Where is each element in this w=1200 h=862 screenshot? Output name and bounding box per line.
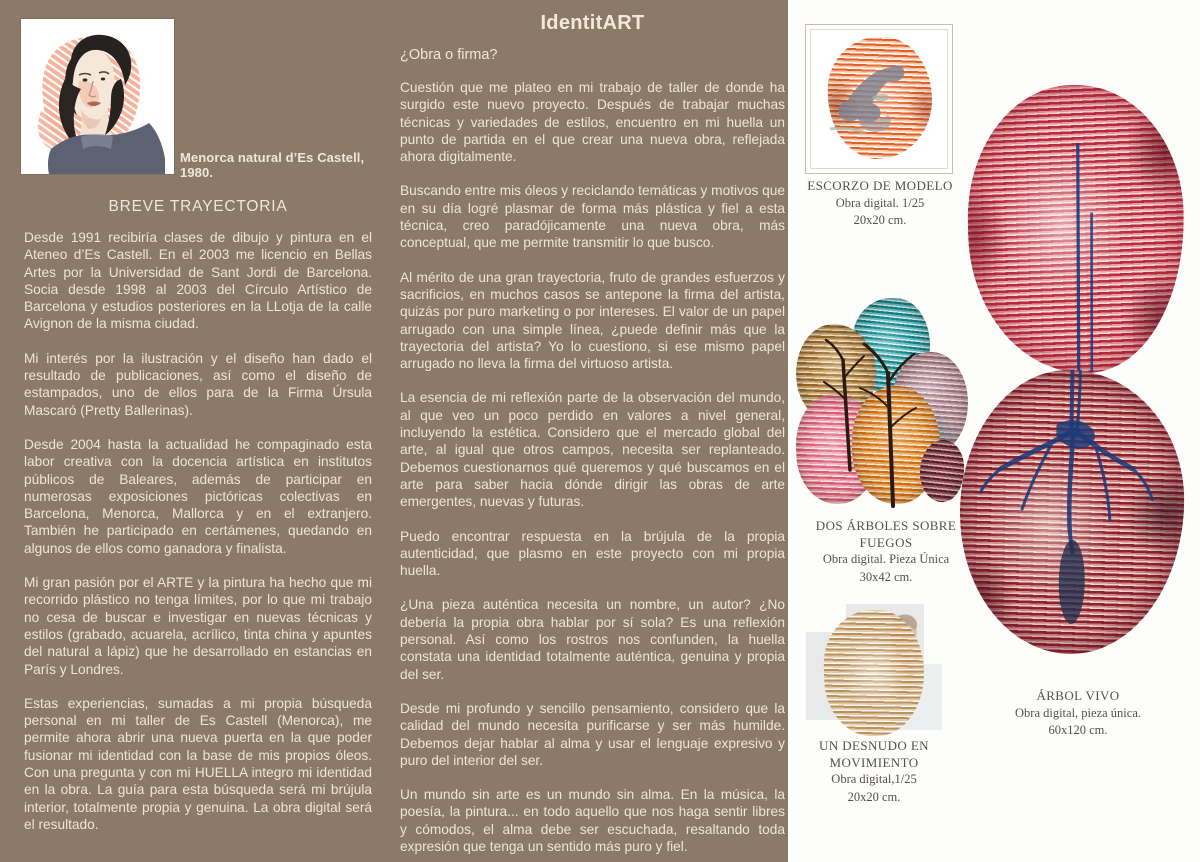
artwork-edition: Obra digital,1/25 <box>831 772 917 786</box>
artwork-size: 60x120 cm. <box>1048 723 1108 737</box>
statement-paragraph: Al mérito de una gran trayectoria, fruto de grandes esfuerzos y sacrificios, en muchos casos se antepone la firma del artista, quizás por puro marketing o por intereses. El valor de un papel arrugado con una simple línea, ¿puede definir más que la trayectoria del artista? Yo lo cuestiono, si ese mismo papel arrugado no lleva la firma del virtuoso artista. <box>400 269 785 372</box>
fingerprint-red-roots <box>958 368 1187 656</box>
tree-trunk-lines <box>964 82 1187 376</box>
artwork-title: DOS ÁRBOLES SOBRE FUEGOS <box>815 518 957 550</box>
bio-paragraph: Desde 1991 recibiría clases de dibujo y pintura en el Ateneo d’Es Castell. En el 2003 me licencio en Bellas Artes por la Universidad de Sant Jordi de Barcelona. Socia desde 1998 al 2003 del Círculo Artístico de Barcelona y estudios posteriores en la LLotja de la calle Avignon de la misma ciudad. <box>24 230 372 332</box>
statement-subtitle: ¿Obra o firma? <box>400 47 498 63</box>
portrait-watercolor <box>21 19 174 174</box>
statement-paragraph: La esencia de mi reflexión parte de la observación del mundo, al que veo un poco perdido en valores a nivel general, incluyendo la estética. Considero que el mercado global del arte, al igual que otros campos, necesita ser replanteado. Debemos cuestionarnos qué queremos y qué buscamos en el arte para saber hacia dónde dirigir las obras de arte emergentes, nuevas y futuras. <box>400 390 785 510</box>
artist-portrait <box>21 19 174 174</box>
artwork-un-desnudo-en-movimiento <box>806 604 942 742</box>
caption-un-desnudo <box>806 738 942 806</box>
statement-paragraph: Cuestión que me plateo en mi trabajo de taller de donde ha surgido este nuevo proyecto. Después de trabajar muchas técnicas y variedades de estilos, encuentro en mi huella un punto de partida en el que crear una nueva obra, reflejada ahora digitalmente. <box>400 80 785 165</box>
statement-paragraph: ¿Una pieza auténtica necesita un nombre, un autor? ¿No debería la propia obra hablar por sí sola? Es una reflexión personal. Así como los rostros nos confunden, la huella constata una identidad totalmente auténtica, genuina y propia del ser. <box>400 597 785 682</box>
statement-paragraph: Puedo encontrar respuesta en la brújula de la propia autenticidad, que plasmo en este proyecto con mi propia huella. <box>400 528 785 579</box>
reclining-figure-sketch <box>828 37 932 159</box>
caption-dos-arboles <box>796 518 976 586</box>
page-title: IdentitART <box>540 12 645 34</box>
caption-arbol-vivo <box>968 688 1188 740</box>
artwork-size: 20x20 cm. <box>847 789 901 804</box>
fingerprint-orange <box>826 35 934 161</box>
bio-paragraph: Mi gran pasión por el ARTE y la pintura ha hecho que mi recorrido plástico no tenga límites, por lo que mi trabajo no cesa de buscar e investigar en nuevas técnicas y estilos (grabado, acuarela, acrílico, tinta china y apuntes del natural a lápiz) que he desarrollado en estancias en París y Londres. <box>24 575 372 677</box>
artwork-edition: Obra digital. Pieza Única <box>822 552 950 566</box>
bio-paragraph: Desde 2004 hasta la actualidad he compaginado esta labor creativa con la docencia artística en institutos públicos de Baleares, además de participar en numerosas exposiciones pictóricas colectivas en Barcelona, Menorca, Mallorca y en el extranjero. También he participado en certámenes, quedando en algunos de ellos como ganadora y finalista. <box>24 436 372 556</box>
artwork-dos-arboles-sobre-fuegos <box>796 298 968 516</box>
artwork-escorzo-de-modelo <box>805 24 953 174</box>
section-heading-trayectoria: BREVE TRAYECTORIA <box>108 198 288 215</box>
caption-escorzo-de-modelo <box>800 178 960 230</box>
statement-paragraph: Buscando entre mis óleos y reciclando temáticas y motivos que en su día logré plasmar de forma más plástica y fiel a esta técnica, creo paradójicamente una nueva obra, más conceptual, que me permite transmitir lo que busco. <box>400 183 785 251</box>
artwork-title: ÁRBOL VIVO <box>1036 688 1120 703</box>
tree-branches-sketch <box>796 298 968 516</box>
bio-text-column <box>24 229 372 850</box>
bio-paragraph: Estas experiencias, sumadas a mi propia búsqueda personal en mi taller de Es Castell (Menorca), me permite ahora abrir una nueva puerta en la que poder fusionar mi identidad con la base de mis propios óleos. Con una pregunta y con mi HUELLA integro mi identidad en la obra. La guía para esta búsqueda será mi brújula interior, totalmente propia y genuina. La obra digital será el resultado. <box>24 695 372 832</box>
artwork-edition: Obra digital, pieza única. <box>1015 705 1141 720</box>
artwork-size: 30x42 cm. <box>859 569 913 584</box>
statement-text-column <box>400 79 785 862</box>
statement-paragraph: Desde mi profundo y sencillo pensamiento, considero que la calidad del mundo necesita purificarse y ser más humilde. Debemos dejar hablar al alma y usar el lenguaje expresivo y puro del interior del ser. <box>400 700 785 768</box>
portrait-caption: Menorca natural d’Es Castell, 1980. <box>180 150 365 180</box>
artwork-title: UN DESNUDO EN MOVIMIENTO <box>819 738 929 770</box>
artwork-title: ESCORZO DE MODELO <box>807 178 953 193</box>
tree-roots-sketch <box>958 368 1187 654</box>
gallery-panel <box>788 0 1200 862</box>
fingerprint-red-canopy <box>964 82 1187 376</box>
bio-paragraph: Mi interés por la ilustración y el diseño han dado el resultado de publicaciones, así como el diseño de estampados, uno de ellos para de la Firma Úrsula Mascaró (Pretty Ballerinas). <box>24 350 372 418</box>
statement-paragraph: Un mundo sin arte es un mundo sin alma. En la música, la poesía, la pintura... en todo aquello que nos haga sentir libres y cómodos, el alma debe ser escuchada, resaltando toda expresión que tenga un sentido más puro y fiel. <box>400 787 785 854</box>
artwork-edition: Obra digital. 1/25 <box>835 195 925 210</box>
artwork-size: 20x20 cm. <box>853 213 907 227</box>
